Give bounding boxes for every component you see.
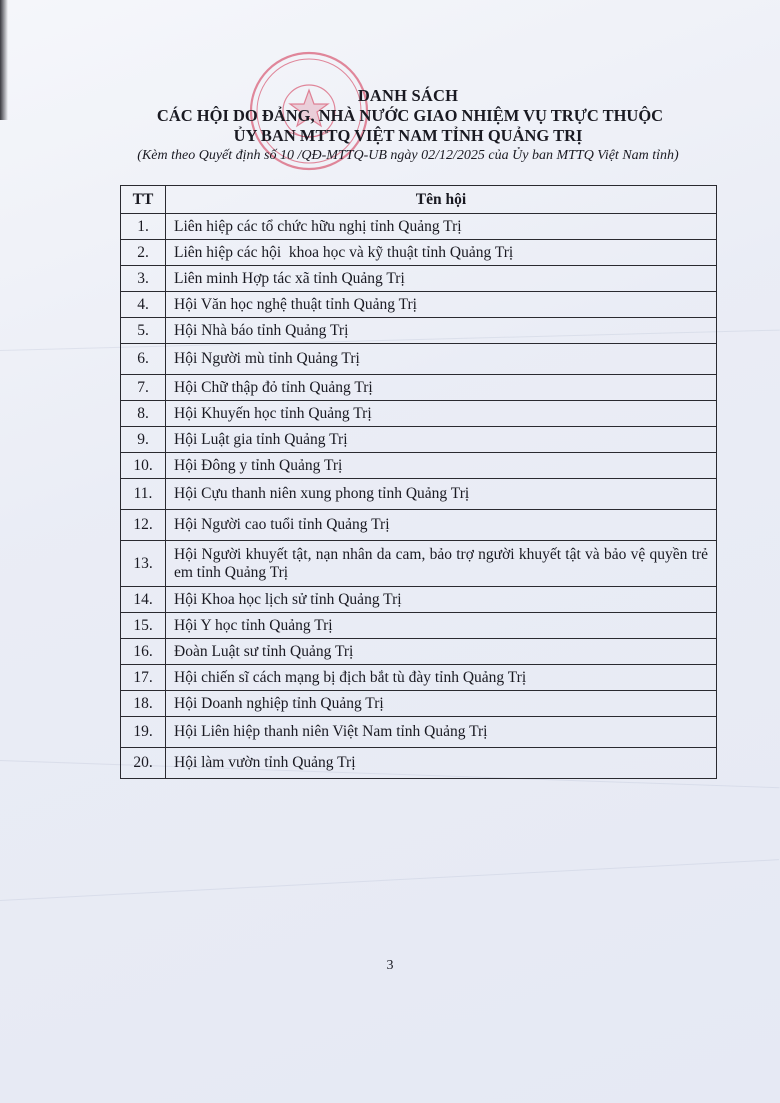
association-name: Hội chiến sĩ cách mạng bị địch bắt tù đày tỉnh Quảng Trị [166, 665, 717, 691]
row-number: 15. [121, 613, 166, 639]
row-number: 14. [121, 587, 166, 613]
association-name: Hội Chữ thập đỏ tỉnh Quảng Trị [166, 375, 717, 401]
row-number: 3. [121, 266, 166, 292]
table-row [121, 240, 717, 266]
association-name: Hội Nhà báo tỉnh Quảng Trị [166, 318, 717, 344]
row-number: 2. [121, 240, 166, 266]
association-name: Hội Khoa học lịch sử tỉnh Quảng Trị [166, 587, 717, 613]
row-number: 17. [121, 665, 166, 691]
association-name: Hội Y học tỉnh Quảng Trị [166, 613, 717, 639]
table-row [121, 639, 717, 665]
table-header-row [121, 186, 717, 214]
table-row [121, 691, 717, 717]
association-name: Liên hiệp các tổ chức hữu nghị tỉnh Quảng Trị [166, 214, 717, 240]
decision-reference-note: (Kèm theo Quyết định số 10 /QĐ-MTTQ-UB ngày 02/12/2025 của Ủy ban MTTQ Việt Nam tỉnh) [137, 148, 679, 163]
paper-crease [0, 859, 779, 901]
document-title: DANH SÁCH [357, 86, 459, 105]
association-name: Hội Văn học nghệ thuật tỉnh Quảng Trị [166, 292, 717, 318]
row-number: 13. [121, 541, 166, 587]
row-number: 9. [121, 427, 166, 453]
row-number: 5. [121, 318, 166, 344]
row-number: 4. [121, 292, 166, 318]
association-name: Liên hiệp các hội khoa học và kỹ thuật tỉnh Quảng Trị [166, 240, 717, 266]
column-header-tt: TT [121, 186, 166, 214]
row-number: 7. [121, 375, 166, 401]
association-name: Hội Cựu thanh niên xung phong tỉnh Quảng Trị [166, 479, 717, 510]
association-name: Hội làm vườn tỉnh Quảng Trị [166, 748, 717, 779]
table-row [121, 214, 717, 240]
row-number: 12. [121, 510, 166, 541]
table-row [121, 266, 717, 292]
association-name: Liên minh Hợp tác xã tỉnh Quảng Trị [166, 266, 717, 292]
row-number: 20. [121, 748, 166, 779]
row-number: 1. [121, 214, 166, 240]
table-row [121, 479, 717, 510]
table-row [121, 318, 717, 344]
table-row [121, 748, 717, 779]
table-row [121, 292, 717, 318]
document-subtitle-line2: ỦY BAN MTTQ VIỆT NAM TỈNH QUẢNG TRỊ [233, 126, 583, 145]
row-number: 8. [121, 401, 166, 427]
table-row [121, 665, 717, 691]
table-row [121, 427, 717, 453]
association-name: Hội Người khuyết tật, nạn nhân da cam, bảo trợ người khuyết tật và bảo vệ quyền trẻ em tỉnh Quảng Trị [166, 541, 717, 587]
association-table [120, 185, 717, 779]
association-name: Đoàn Luật sư tỉnh Quảng Trị [166, 639, 717, 665]
row-number: 6. [121, 344, 166, 375]
association-name: Hội Đông y tỉnh Quảng Trị [166, 453, 717, 479]
association-name: Hội Liên hiệp thanh niên Việt Nam tỉnh Quảng Trị [166, 717, 717, 748]
document-subtitle-line1: CÁC HỘI DO ĐẢNG, NHÀ NƯỚC GIAO NHIỆM VỤ TRỰC THUỘC [156, 106, 664, 125]
row-number: 19. [121, 717, 166, 748]
table-row [121, 401, 717, 427]
table-row [121, 375, 717, 401]
table-row [121, 587, 717, 613]
row-number: 18. [121, 691, 166, 717]
table-row [121, 453, 717, 479]
page-number: 3 [386, 958, 394, 973]
association-name: Hội Người cao tuổi tỉnh Quảng Trị [166, 510, 717, 541]
row-number: 11. [121, 479, 166, 510]
table-row [121, 344, 717, 375]
row-number: 10. [121, 453, 166, 479]
association-name: Hội Doanh nghiệp tỉnh Quảng Trị [166, 691, 717, 717]
column-header-name: Tên hội [166, 186, 717, 214]
table-row [121, 613, 717, 639]
association-name: Hội Luật gia tỉnh Quảng Trị [166, 427, 717, 453]
table-row [121, 541, 717, 587]
association-name: Hội Khuyến học tỉnh Quảng Trị [166, 401, 717, 427]
association-name: Hội Người mù tỉnh Quảng Trị [166, 344, 717, 375]
table-row [121, 510, 717, 541]
row-number: 16. [121, 639, 166, 665]
table-row [121, 717, 717, 748]
